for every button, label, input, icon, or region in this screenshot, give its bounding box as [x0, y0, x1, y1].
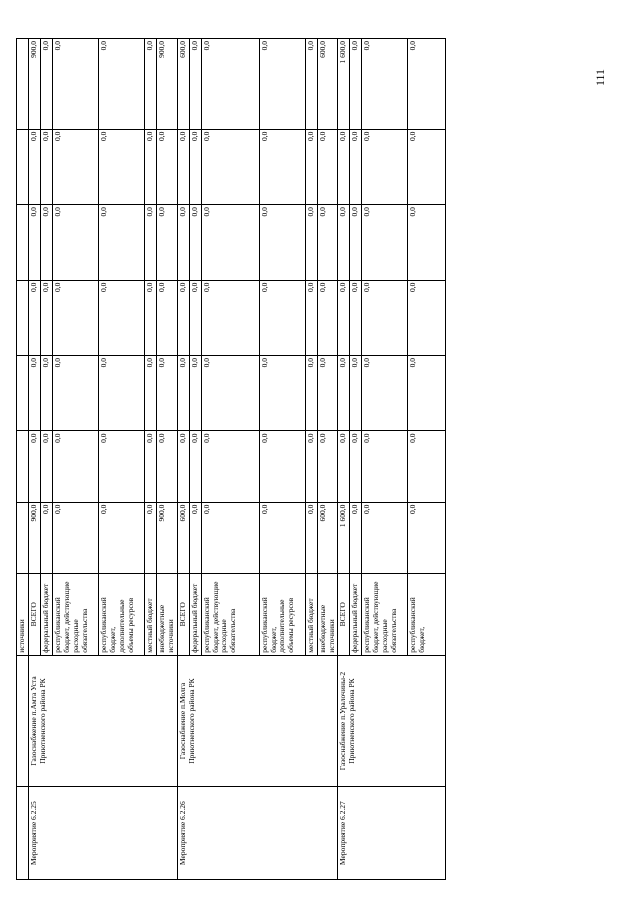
value-cell: 0,0: [350, 502, 362, 573]
value-cell: 0,0: [317, 431, 338, 502]
value-cell: 0,0: [53, 356, 99, 431]
value-cell: 0,0: [408, 39, 446, 130]
value-cell: 0,0: [145, 431, 157, 502]
value-cell: 0,0: [259, 39, 305, 130]
value-cell: 0,0: [29, 280, 41, 355]
rotated-table-wrapper: [16, 38, 564, 880]
value-cell: 0,0: [201, 356, 259, 431]
source-cell: ВСЕГО: [29, 573, 41, 655]
value-cell: 0,0: [259, 129, 305, 204]
value-cell: 600,0: [317, 39, 338, 130]
value-cell: 0,0: [350, 129, 362, 204]
value-cell: 0,0: [259, 356, 305, 431]
value-cell: 0,0: [157, 356, 178, 431]
value-cell: 0,0: [29, 356, 41, 431]
table-row: [338, 39, 350, 880]
value-cell: 0,0: [145, 280, 157, 355]
value-cell: 0,0: [362, 502, 408, 573]
value-cell: 0,0: [145, 502, 157, 573]
table-row: [177, 39, 189, 880]
value-cell: 0,0: [189, 205, 201, 280]
value-cell: 0,0: [145, 129, 157, 204]
source-cell: федеральный бюджет: [189, 573, 201, 655]
value-cell: 0,0: [99, 205, 145, 280]
value-cell: 0,0: [338, 431, 350, 502]
value-cell: 0,0: [189, 502, 201, 573]
value-cell: 0,0: [99, 356, 145, 431]
header-cell-empty: [17, 39, 29, 130]
value-cell: 0,0: [29, 129, 41, 204]
header-cell-empty: [17, 431, 29, 502]
value-cell: 0,0: [99, 39, 145, 130]
value-cell: 0,0: [350, 431, 362, 502]
value-cell: 0,0: [305, 431, 317, 502]
value-cell: 0,0: [338, 205, 350, 280]
source-cell: республиканский бюджет, дополнительные объемы ресурсов: [99, 573, 145, 655]
value-cell: 0,0: [201, 280, 259, 355]
source-cell: внебюджетные источники: [157, 573, 178, 655]
value-cell: 0,0: [145, 356, 157, 431]
value-cell: 0,0: [189, 431, 201, 502]
value-cell: 0,0: [53, 129, 99, 204]
value-cell: 0,0: [408, 205, 446, 280]
value-cell: 0,0: [99, 502, 145, 573]
value-cell: 0,0: [41, 502, 53, 573]
value-cell: 0,0: [350, 280, 362, 355]
value-cell: 0,0: [259, 205, 305, 280]
value-cell: 0,0: [189, 280, 201, 355]
value-cell: 0,0: [350, 356, 362, 431]
value-cell: 0,0: [41, 39, 53, 130]
source-cell: местный бюджет: [145, 573, 157, 655]
value-cell: 0,0: [177, 280, 189, 355]
value-cell: 0,0: [53, 280, 99, 355]
value-cell: 0,0: [177, 356, 189, 431]
value-cell: 0,0: [362, 129, 408, 204]
value-cell: 0,0: [53, 39, 99, 130]
value-cell: 0,0: [201, 431, 259, 502]
value-cell: 0,0: [408, 129, 446, 204]
value-cell: 0,0: [317, 129, 338, 204]
value-cell: 0,0: [338, 356, 350, 431]
value-cell: 600,0: [177, 502, 189, 573]
event-cell: Мероприятие 6.2.26: [177, 787, 338, 880]
value-cell: 0,0: [259, 431, 305, 502]
value-cell: 900,0: [29, 502, 41, 573]
value-cell: 0,0: [201, 129, 259, 204]
value-cell: 0,0: [53, 205, 99, 280]
value-cell: 0,0: [350, 39, 362, 130]
page-number: 111: [593, 68, 608, 87]
value-cell: 0,0: [157, 129, 178, 204]
value-cell: 0,0: [99, 431, 145, 502]
source-cell: республиканский бюджет, действующие расходные обязательства: [53, 573, 99, 655]
source-cell: республиканский бюджет, действующие расходные обязательства: [362, 573, 408, 655]
value-cell: 0,0: [350, 205, 362, 280]
value-cell: 0,0: [305, 129, 317, 204]
value-cell: 0,0: [201, 205, 259, 280]
value-cell: 0,0: [362, 280, 408, 355]
source-cell: ВСЕГО: [338, 573, 350, 655]
value-cell: 0,0: [157, 205, 178, 280]
value-cell: 0,0: [408, 502, 446, 573]
value-cell: 0,0: [305, 205, 317, 280]
value-cell: 900,0: [29, 39, 41, 130]
event-cell: Мероприятие 6.2.25: [29, 787, 178, 880]
value-cell: 900,0: [157, 39, 178, 130]
value-cell: 0,0: [53, 502, 99, 573]
value-cell: 0,0: [305, 502, 317, 573]
value-cell: 0,0: [99, 129, 145, 204]
header-cell-empty: [17, 356, 29, 431]
value-cell: 0,0: [99, 280, 145, 355]
source-cell: ВСЕГО: [177, 573, 189, 655]
value-cell: 0,0: [317, 356, 338, 431]
value-cell: 0,0: [259, 280, 305, 355]
value-cell: 0,0: [145, 205, 157, 280]
header-cell-empty: [17, 655, 29, 787]
header-cell-empty: [17, 205, 29, 280]
funding-table: [16, 38, 446, 880]
value-cell: 0,0: [41, 129, 53, 204]
value-cell: 0,0: [408, 280, 446, 355]
source-cell: федеральный бюджет: [350, 573, 362, 655]
value-cell: 0,0: [317, 205, 338, 280]
source-cell: республиканский бюджет,: [408, 573, 446, 655]
value-cell: 600,0: [317, 502, 338, 573]
value-cell: 0,0: [157, 431, 178, 502]
event-cell: Мероприятие 6.2.27: [338, 787, 446, 880]
value-cell: 0,0: [29, 431, 41, 502]
value-cell: 0,0: [305, 280, 317, 355]
object-cell: Газоснабжение п.Молга Приютненского района РК: [177, 655, 338, 787]
value-cell: 0,0: [145, 39, 157, 130]
object-cell: Газоснабжение п.Амта Уста Приютненского района РК: [29, 655, 178, 787]
value-cell: 0,0: [201, 502, 259, 573]
object-cell: Газоснабжение п.Уралочины-2 Приютненского района РК: [338, 655, 446, 787]
value-cell: 0,0: [41, 431, 53, 502]
value-cell: 0,0: [189, 39, 201, 130]
value-cell: 0,0: [362, 431, 408, 502]
value-cell: 0,0: [29, 205, 41, 280]
value-cell: 600,0: [177, 39, 189, 130]
value-cell: 0,0: [362, 39, 408, 130]
source-cell: внебюджетные источники: [317, 573, 338, 655]
header-cell-empty: [17, 502, 29, 573]
source-cell: республиканский бюджет, действующие расходные обязательства: [201, 573, 259, 655]
value-cell: 0,0: [317, 280, 338, 355]
value-cell: 0,0: [305, 39, 317, 130]
value-cell: 900,0: [157, 502, 178, 573]
value-cell: 0,0: [157, 280, 178, 355]
value-cell: 0,0: [201, 39, 259, 130]
header-source-label: источники: [17, 573, 29, 655]
value-cell: 0,0: [177, 431, 189, 502]
value-cell: 0,0: [362, 205, 408, 280]
value-cell: 0,0: [177, 129, 189, 204]
value-cell: 0,0: [177, 205, 189, 280]
header-cell-empty: [17, 280, 29, 355]
value-cell: 0,0: [338, 280, 350, 355]
table-row: [29, 39, 41, 880]
value-cell: 0,0: [338, 129, 350, 204]
header-cell-empty: [17, 129, 29, 204]
value-cell: 0,0: [259, 502, 305, 573]
value-cell: 0,0: [408, 356, 446, 431]
source-cell: республиканский бюджет, дополнительные объемы ресурсов: [259, 573, 305, 655]
value-cell: 0,0: [41, 205, 53, 280]
value-cell: 0,0: [189, 129, 201, 204]
table-header-row: [17, 39, 29, 880]
header-cell-empty: [17, 787, 29, 880]
source-cell: федеральный бюджет: [41, 573, 53, 655]
value-cell: 0,0: [41, 356, 53, 431]
page-canvas: [16, 38, 564, 880]
value-cell: 0,0: [41, 280, 53, 355]
value-cell: 0,0: [305, 356, 317, 431]
value-cell: 0,0: [189, 356, 201, 431]
value-cell: 1 600,0: [338, 39, 350, 130]
value-cell: 0,0: [408, 431, 446, 502]
source-cell: местный бюджет: [305, 573, 317, 655]
value-cell: 1 600,0: [338, 502, 350, 573]
value-cell: 0,0: [53, 431, 99, 502]
value-cell: 0,0: [362, 356, 408, 431]
